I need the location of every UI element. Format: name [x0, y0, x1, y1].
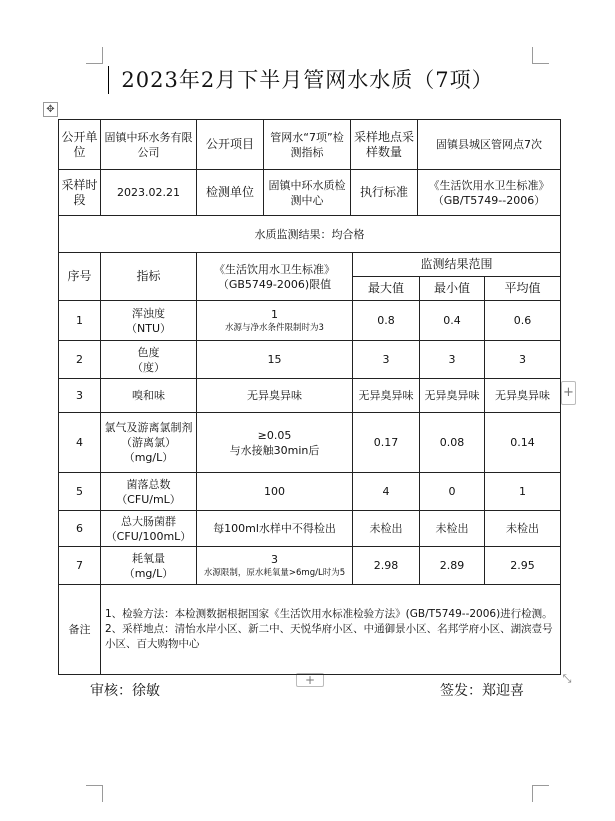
col-header-avg[interactable]: 平均值 — [485, 277, 561, 301]
row-no[interactable]: 4 — [59, 413, 101, 473]
row-limit[interactable]: ≥0.05 与水接触30min后 — [197, 413, 353, 473]
table-resize-icon[interactable]: ⤡ — [562, 672, 572, 685]
row-limit[interactable]: 每100ml水样中不得检出 — [197, 511, 353, 547]
remarks-label[interactable]: 备注 — [59, 585, 101, 675]
row-avg[interactable]: 未检出 — [485, 511, 561, 547]
test-unit-label[interactable]: 检测单位 — [197, 170, 264, 216]
row-avg[interactable]: 0.6 — [485, 301, 561, 341]
table-row[interactable] — [59, 413, 561, 473]
row-no[interactable]: 6 — [59, 511, 101, 547]
add-row-icon[interactable]: + — [296, 673, 324, 687]
row-indicator[interactable]: 总大肠菌群 （CFU/100mL） — [101, 511, 197, 547]
crop-mark-bottom-right — [532, 785, 549, 802]
public-item-value[interactable]: 管网水“7项”检测指标 — [264, 120, 351, 170]
crop-mark-bottom-left — [86, 785, 103, 802]
monitoring-conclusion[interactable]: 水质监测结果：均合格 — [59, 216, 561, 253]
table-row[interactable] — [59, 301, 561, 341]
sampling-point-value[interactable]: 固镇县城区管网点7次 — [418, 120, 561, 170]
row-no[interactable]: 1 — [59, 301, 101, 341]
row-min[interactable]: 0.4 — [420, 301, 485, 341]
sampling-period-label[interactable]: 采样时段 — [59, 170, 101, 216]
row-limit[interactable]: 15 — [197, 341, 353, 379]
row-max[interactable]: 2.98 — [353, 547, 420, 585]
col-header-range[interactable]: 监测结果范围 — [353, 253, 561, 277]
row-avg[interactable]: 2.95 — [485, 547, 561, 585]
row-limit[interactable]: 100 — [197, 473, 353, 511]
water-quality-table[interactable] — [58, 119, 561, 253]
col-header-min[interactable]: 最小值 — [420, 277, 485, 301]
text-cursor — [108, 66, 109, 94]
public-unit-label[interactable]: 公开单位 — [59, 120, 101, 170]
row-indicator[interactable]: 菌落总数 （CFU/mL） — [101, 473, 197, 511]
remarks-line-2: 2、采样地点：清怡水岸小区、新二中、天悦华府小区、中通御景小区、名邦学府小区、湖滨壹号小区、百大购物中心 — [105, 623, 553, 650]
remarks-row[interactable] — [59, 585, 561, 675]
row-min[interactable]: 未检出 — [420, 511, 485, 547]
sampling-period-value[interactable]: 2023.02.21 — [101, 170, 197, 216]
crop-mark-top-right — [532, 47, 549, 64]
row-limit[interactable]: 无异臭异味 — [197, 379, 353, 413]
row-min[interactable]: 无异臭异味 — [420, 379, 485, 413]
row-indicator[interactable]: 耗氧量 （mg/L） — [101, 547, 197, 585]
row-limit[interactable]: 1 水源与净水条件限制时为3 — [197, 301, 353, 341]
row-max[interactable]: 3 — [353, 341, 420, 379]
table-row[interactable] — [59, 379, 561, 413]
row-indicator[interactable]: 色度 （度） — [101, 341, 197, 379]
public-unit-value[interactable]: 固镇中环水务有限公司 — [101, 120, 197, 170]
row-avg[interactable]: 0.14 — [485, 413, 561, 473]
row-avg[interactable]: 无异臭异味 — [485, 379, 561, 413]
row-max[interactable]: 0.17 — [353, 413, 420, 473]
row-min[interactable]: 2.89 — [420, 547, 485, 585]
col-header-limit[interactable]: 《生活饮用水卫生标准》（GB5749-2006)限值 — [197, 253, 353, 301]
issue-signature[interactable]: 签发：郑迎喜 — [440, 683, 524, 699]
row-indicator[interactable]: 浑浊度 （NTU） — [101, 301, 197, 341]
row-indicator[interactable]: 氯气及游离氯制剂（游离氯） （mg/L） — [101, 413, 197, 473]
standard-value[interactable]: 《生活饮用水卫生标准》（GB/T5749--2006） — [418, 170, 561, 216]
crop-mark-top-left — [86, 47, 103, 64]
row-no[interactable]: 3 — [59, 379, 101, 413]
add-column-icon[interactable]: + — [561, 381, 576, 405]
sampling-point-label[interactable]: 采样地点采样数量 — [351, 120, 418, 170]
row-no[interactable]: 5 — [59, 473, 101, 511]
row-max[interactable]: 0.8 — [353, 301, 420, 341]
row-no[interactable]: 2 — [59, 341, 101, 379]
row-indicator[interactable]: 嗅和味 — [101, 379, 197, 413]
col-header-no[interactable]: 序号 — [59, 253, 101, 301]
row-avg[interactable]: 3 — [485, 341, 561, 379]
table-row[interactable] — [59, 547, 561, 585]
remarks-text[interactable] — [101, 585, 561, 675]
public-item-label[interactable]: 公开项目 — [197, 120, 264, 170]
row-limit[interactable]: 3 水源限制，原水耗氧量>6mg/L时为5 — [197, 547, 353, 585]
table-row[interactable] — [59, 473, 561, 511]
results-table[interactable] — [58, 252, 561, 675]
col-header-max[interactable]: 最大值 — [353, 277, 420, 301]
row-max[interactable]: 未检出 — [353, 511, 420, 547]
table-row[interactable] — [59, 511, 561, 547]
row-min[interactable]: 0 — [420, 473, 485, 511]
standard-label[interactable]: 执行标准 — [351, 170, 418, 216]
col-header-indicator[interactable]: 指标 — [101, 253, 197, 301]
row-min[interactable]: 3 — [420, 341, 485, 379]
review-signature[interactable]: 审核：徐敏 — [90, 683, 160, 699]
test-unit-value[interactable]: 固镇中环水质检测中心 — [264, 170, 351, 216]
row-min[interactable]: 0.08 — [420, 413, 485, 473]
row-max[interactable]: 无异臭异味 — [353, 379, 420, 413]
row-max[interactable]: 4 — [353, 473, 420, 511]
document-title[interactable]: 2023年2月下半月管网水水质（7项） — [121, 68, 494, 92]
remarks-line-1: 1、检验方法：本检测数据根据国家《生活饮用水标准检验方法》(GB/T5749--2006)进行检测。 — [105, 608, 553, 620]
table-move-handle-icon[interactable]: ✥ — [43, 102, 58, 117]
table-row[interactable] — [59, 341, 561, 379]
row-no[interactable]: 7 — [59, 547, 101, 585]
row-avg[interactable]: 1 — [485, 473, 561, 511]
